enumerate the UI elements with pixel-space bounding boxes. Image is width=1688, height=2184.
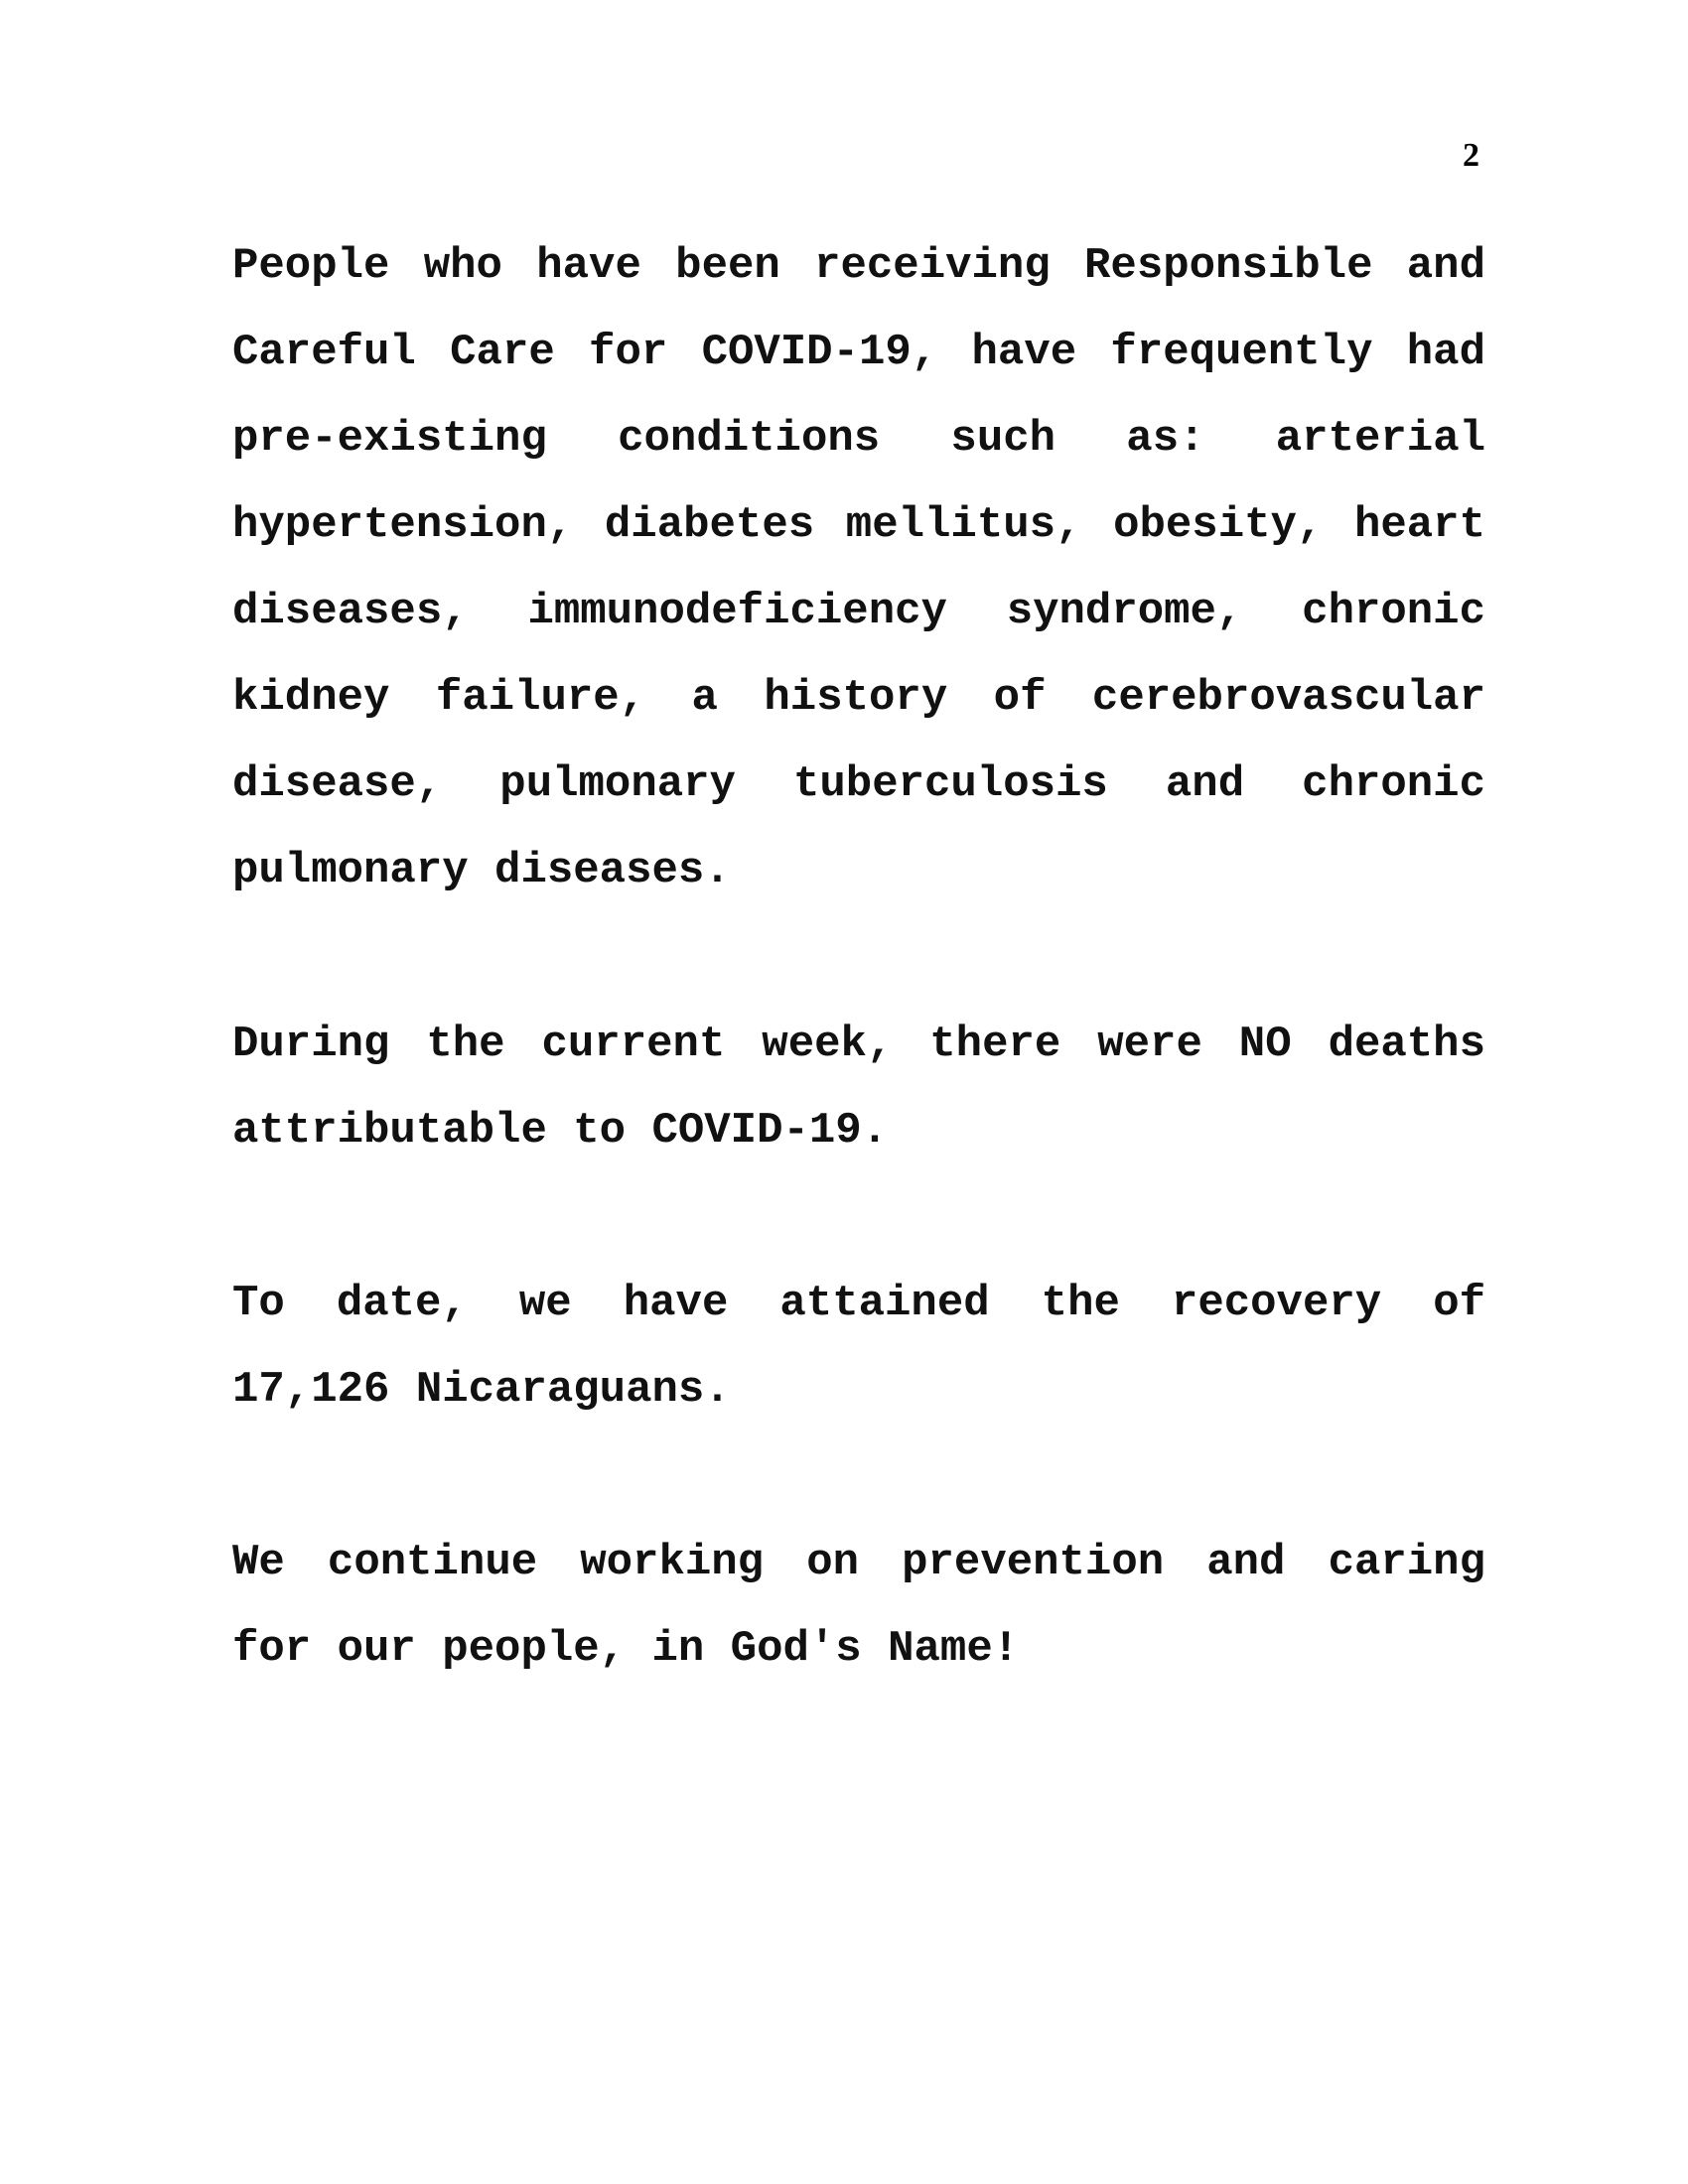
paragraph-closing: We continue working on prevention and caring for our people, in God's Name! <box>232 1538 1485 1674</box>
paragraph-deaths: During the current week, there were NO deaths attributable to COVID-19. <box>232 1020 1485 1156</box>
page-number: 2 <box>1463 137 1479 174</box>
paragraph-preexisting-conditions: People who have been receiving Responsible and Careful Care for COVID-19, have frequently had pre-existing conditions such as: arterial hypertension, diabetes mellitus, obesity, heart diseases, immunodeficiency syndrome, chronic kidney failure, a history of cerebrovascular disease, pulmonary tuberculosis and chronic pulmonary diseases. <box>232 241 1485 895</box>
paragraph-recoveries: To date, we have attained the recovery of 17,126 Nicaraguans. <box>232 1279 1485 1415</box>
